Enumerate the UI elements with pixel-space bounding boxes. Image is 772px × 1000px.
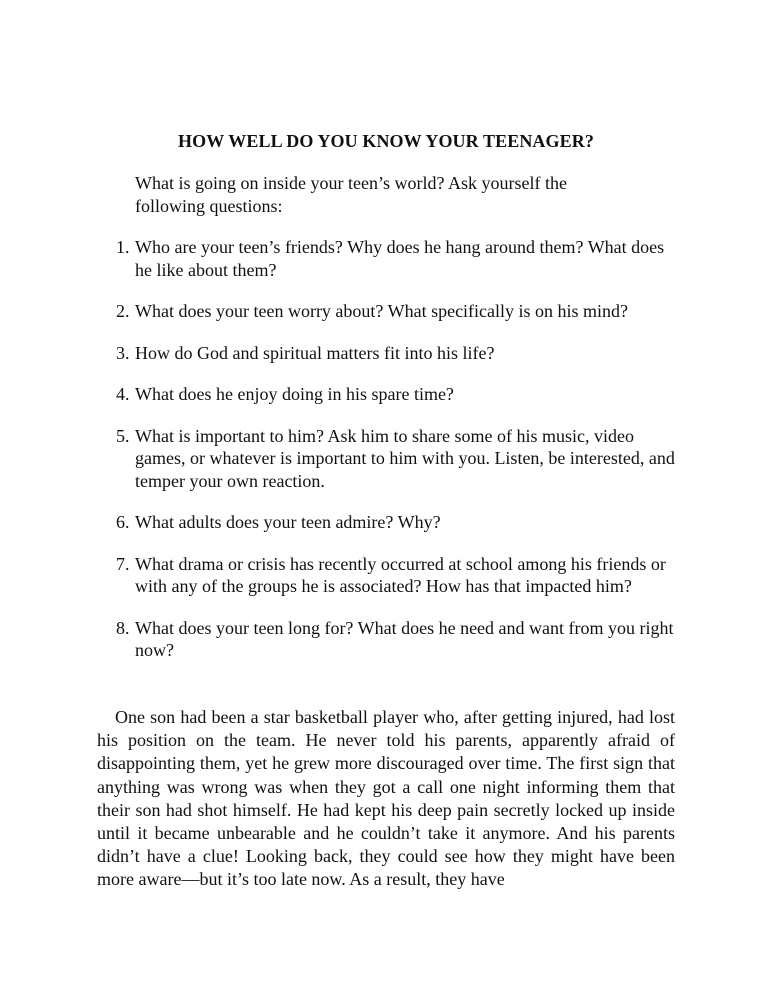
question-number: 1. xyxy=(116,237,130,257)
question-list xyxy=(0,236,772,681)
question-text: What does he enjoy doing in his spare time? xyxy=(135,384,454,404)
question-number: 3. xyxy=(116,342,130,363)
question-number: 2. xyxy=(116,301,130,321)
question-item xyxy=(0,553,675,598)
question-item xyxy=(0,300,675,323)
question-item xyxy=(0,342,675,365)
question-number: 6. xyxy=(116,512,130,532)
question-item xyxy=(0,383,675,406)
question-text: What does your teen worry about? What specifically is on his mind? xyxy=(135,301,629,321)
question-item xyxy=(0,617,675,662)
question-number: 8. xyxy=(116,617,130,638)
intro-paragraph: What is going on inside your teen’s world? Ask yourself the following questions: xyxy=(135,173,567,216)
question-text: What drama or crisis has recently occurred at school among his friends or with any of the groups he is associated? How has that impacted him? xyxy=(135,553,666,596)
question-item xyxy=(0,236,675,281)
question-text: Who are your teen’s friends? Why does he hang around them? What does he like about them? xyxy=(135,237,665,280)
story-paragraph: One son had been a star basketball player who, after getting injured, had lost his position on the team. He never told his parents, apparently afraid of disappointing them, yet he grew more discouraged over time. The first sign that anything was wrong was when they got a call one night informing them that their son had shot himself. He had kept his deep pain secretly locked up inside until it became unbearable and he couldn’t take it anymore. And his parents didn’t have a clue! Looking back, they could see how they might have been more aware—but it’s too late now. As a result, they have xyxy=(97,707,675,890)
page-title: HOW WELL DO YOU KNOW YOUR TEENAGER? xyxy=(178,131,594,151)
question-text: What does your teen long for? What does he need and want from you right now? xyxy=(135,617,674,660)
question-text: How do God and spiritual matters fit into his life? xyxy=(135,342,495,363)
question-text: What is important to him? Ask him to share some of his music, video games, or whatever is important to him with you. Listen, be interested, and temper your own reaction. xyxy=(135,425,675,491)
question-number: 7. xyxy=(116,553,130,574)
question-text: What adults does your teen admire? Why? xyxy=(135,512,441,532)
question-item xyxy=(0,511,675,534)
question-number: 5. xyxy=(116,425,130,446)
question-number: 4. xyxy=(116,384,130,404)
question-item xyxy=(0,425,675,493)
